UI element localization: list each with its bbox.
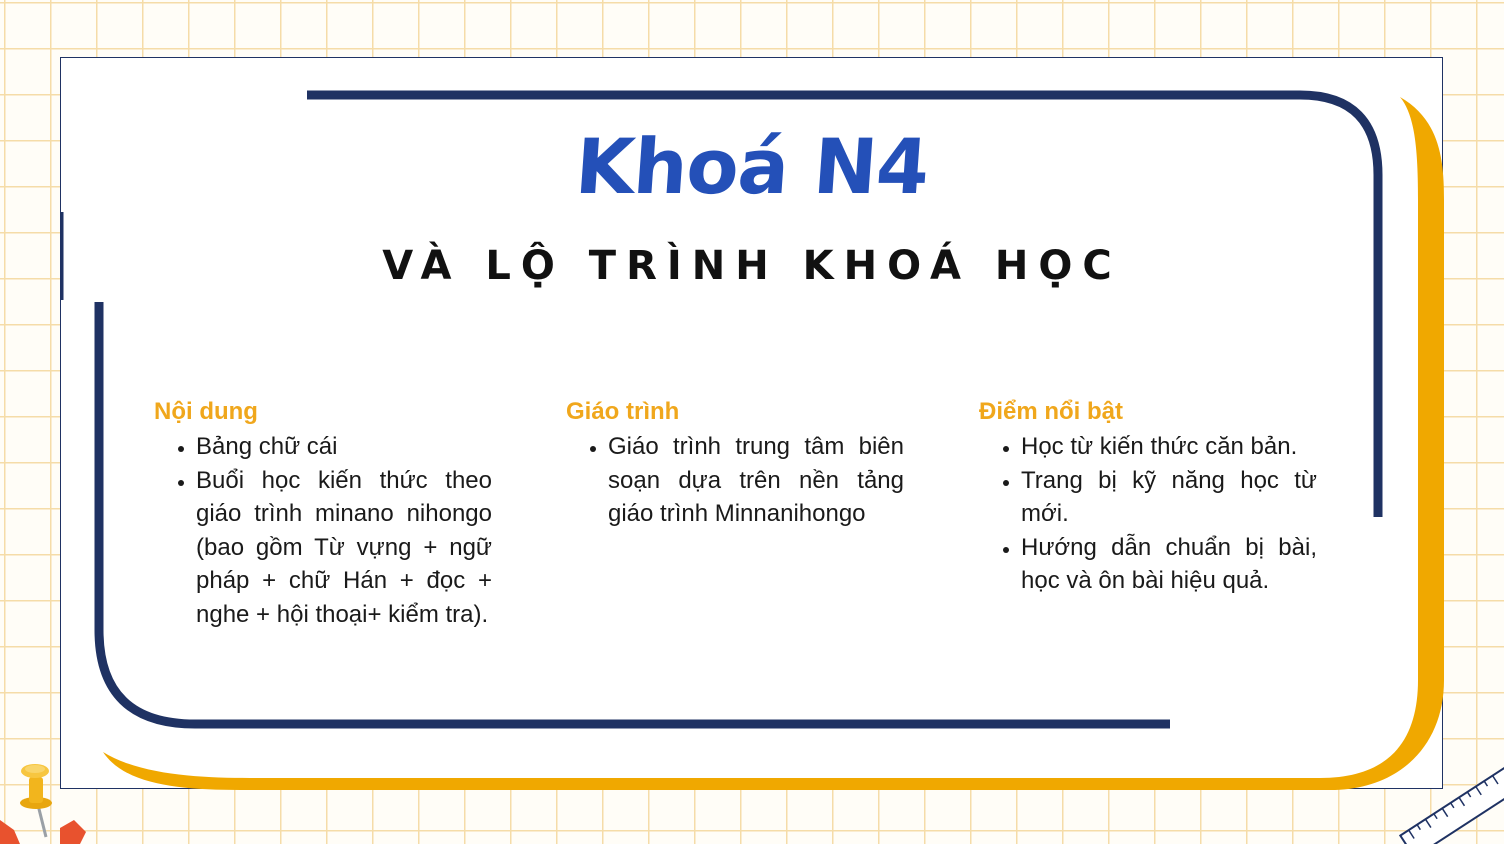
content-column	[154, 398, 492, 631]
page-subtitle: VÀ LỘ TRÌNH KHOÁ HỌC	[382, 243, 1122, 289]
page-title: Khoá N4	[572, 122, 932, 211]
textbook-list	[566, 430, 904, 531]
list-item: • Học từ kiến thức căn bản.	[1021, 430, 1317, 464]
content-heading: Nội dung	[154, 398, 258, 425]
highlights-heading: Điểm nổi bật	[979, 398, 1124, 425]
ruler-icon	[1384, 756, 1504, 844]
highlights-list	[979, 430, 1317, 598]
list-item: • Giáo trình trung tâm biên soạn dựa trên nền tảng giáo trình Minnanihongo	[608, 430, 904, 531]
list-item: • Trang bị kỹ năng học từ mới.	[1021, 464, 1317, 531]
textbook-heading: Giáo trình	[566, 398, 680, 425]
list-item: • Hướng dẫn chuẩn bị bài, học và ôn bài hiệu quả.	[1021, 531, 1317, 598]
content-list	[154, 430, 492, 631]
textbook-column	[566, 398, 904, 531]
list-item: • Buổi học kiến thức theo giáo trình minano nihongo (bao gồm Từ vựng + ngữ pháp + chữ Hán + đọc + nghe + hội thoại+ kiểm tra).	[196, 464, 492, 632]
highlights-column	[979, 398, 1317, 598]
push-pin-icon	[0, 755, 100, 844]
list-item: • Bảng chữ cái	[196, 430, 492, 464]
